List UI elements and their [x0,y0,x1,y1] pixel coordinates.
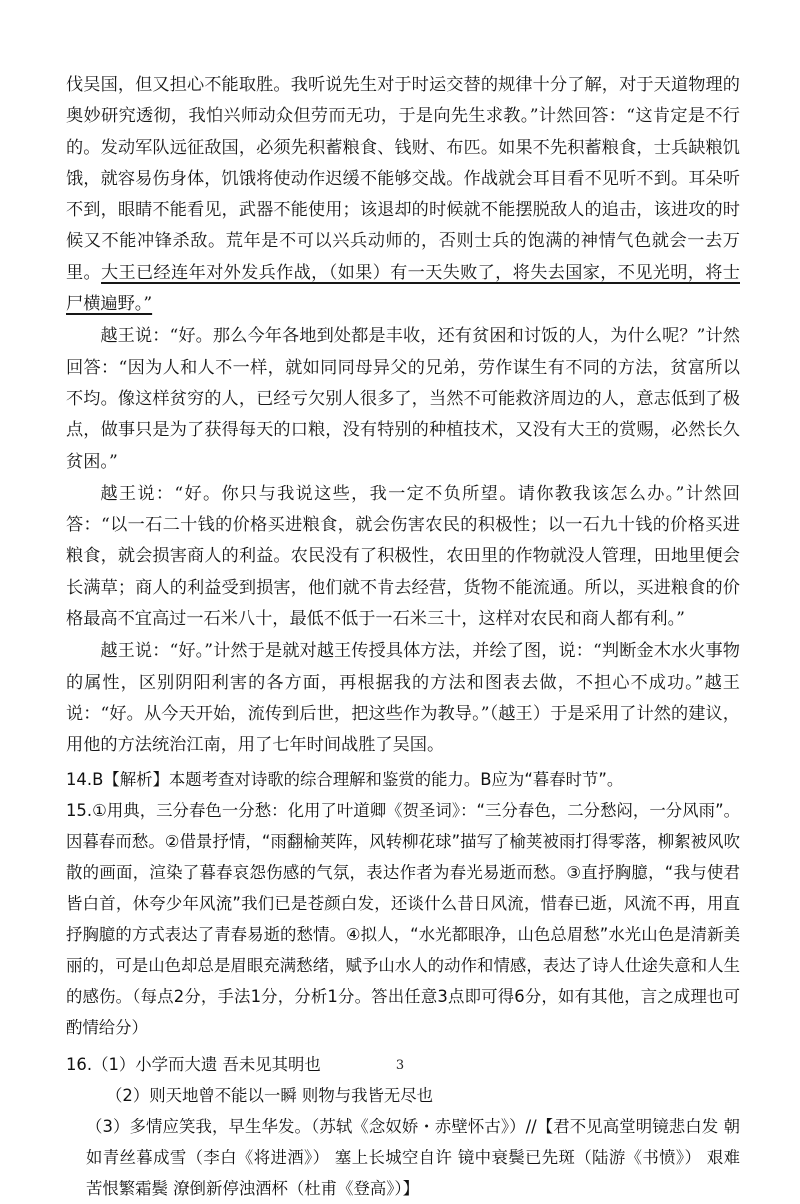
translation-text-1: 伐吴国，但又担心不能取胜。我听说先生对于时运交替的规律十分了解，对于天道物理的奥妙研究透彻，我怕兴师动众但劳而无功，于是向先生求教。”计然回答：“这肯定是不行的。发动军队远征敌国，必须先积蓄粮食、钱财、布匹。如果不先积蓄粮食，士兵缺粮饥饿，就容易伤身体，饥饿将使动作迟缓不能够交战。作战就会耳目看不见听不到。耳朵听不到，眼睛不能看见，武器不能使用；该退却的时候就不能摆脱敌人的追击，该进攻的时候又不能冲锋杀敌。荒年是不可以兴兵动师的，否则士兵的饱满的神情气色就会一去万里。 [66,75,740,283]
translation-paragraph-4: 越王说：“好。”计然于是就对越王传授具体方法，并绘了图，说：“判断金木水火事物的属性，区别阴阳利害的各方面，再根据我的方法和图表去做，不担心不成功。”越王说：“好。从今天开始，流传到后世，把这些作为教导。”（越王）于是采用了计然的建议，用他的方法统治江南，用了七年时间战胜了吴国。 [66,641,740,756]
translation-paragraph-3: 越王说：“好。你只与我说这些，我一定不负所望。请你教我该怎么办。”计然回答：“以一石二十钱的价格买进粮食，就会伤害农民的积极性；以一石九十钱的价格买进粮食，就会损害商人的利益。农民没有了积极性，农田里的作物就没人管理，田地里便会长满草；商人的利益受到损害，他们就不肯去经营，货物不能流通。所以，买进粮食的价格最高不宜高过一石米八十，最低不低于一石米三十，这样对农民和商人都有利。” [66,483,740,630]
answer-16-part-3: （3）多情应笑我，早生华发。（苏轼《念奴娇・赤壁怀古》）//【君不见高堂明镜悲白发 朝如青丝暮成雪（李白《将进酒》） 塞上长城空自许 镜中衰鬓已先斑（陆游《书愤》） 艰难苦恨繁霜鬓 潦倒新停浊酒杯（杜甫《登高》）】 [86,1116,740,1198]
translation-paragraph-1 [66,70,740,320]
answer-14: 14.B【解析】本题考查对诗歌的综合理解和鉴赏的能力。B应为“暮春时节”。 [66,769,624,789]
answer-16-part-2: （2）则天地曾不能以一瞬 则物与我皆无尽也 [106,1085,434,1105]
answer-15: 15.①用典，三分春色一分愁：化用了叶道卿《贺圣词》：“三分春色，二分愁闷，一分风雨”。因暮春而愁。②借景抒情，“雨翻榆荚阵，风转柳花球”描写了榆荚被雨打得零落，柳絮被风吹散的画面，渲染了暮春哀怨伤感的气氛，表达作者为春光易逝而愁。③直抒胸臆，“我与使君皆白首，休夸少年风流”我们已是苍颜白发，还谈什么昔日风流，惜春已逝，风流不再，用直抒胸臆的方式表达了青春易逝的愁情。④拟人，“水光都眼净，山色总眉愁”水光山色是清新美丽的，可是山色却总是眉眼充满愁绪，赋予山水人的动作和情感，表达了诗人仕途失意和人生的感伤。（每点2分，手法1分，分析1分。答出任意3点即可得6分，如有其他，言之成理也可酌情给分） [66,800,740,1037]
translation-paragraph-2: 越王说：“好。那么今年各地到处都是丰收，还有贫困和讨饭的人，为什么呢？”计然回答：“因为人和人不一样，就如同同母异父的兄弟，劳作谋生有不同的方法，贫富所以不均。像这样贫穷的人，已经亏欠别人很多了，当然不可能救济周边的人，意志低到了极点，做事只是为了获得每天的口粮，没有特别的种植技术，又没有大王的赏赐，必然长久贫困。” [66,326,740,472]
document-page [66,70,740,1204]
underlined-translation-sentence: 大王已经连年对外发兵作战，（如果）有一天失败了，将失去国家，不见光明，将士尸横遍野。” [66,262,740,315]
answer-16-part-1: 16.（1）小学而大遗 吾未见其明也 [66,1054,321,1074]
page-number: 3 [395,1058,405,1073]
